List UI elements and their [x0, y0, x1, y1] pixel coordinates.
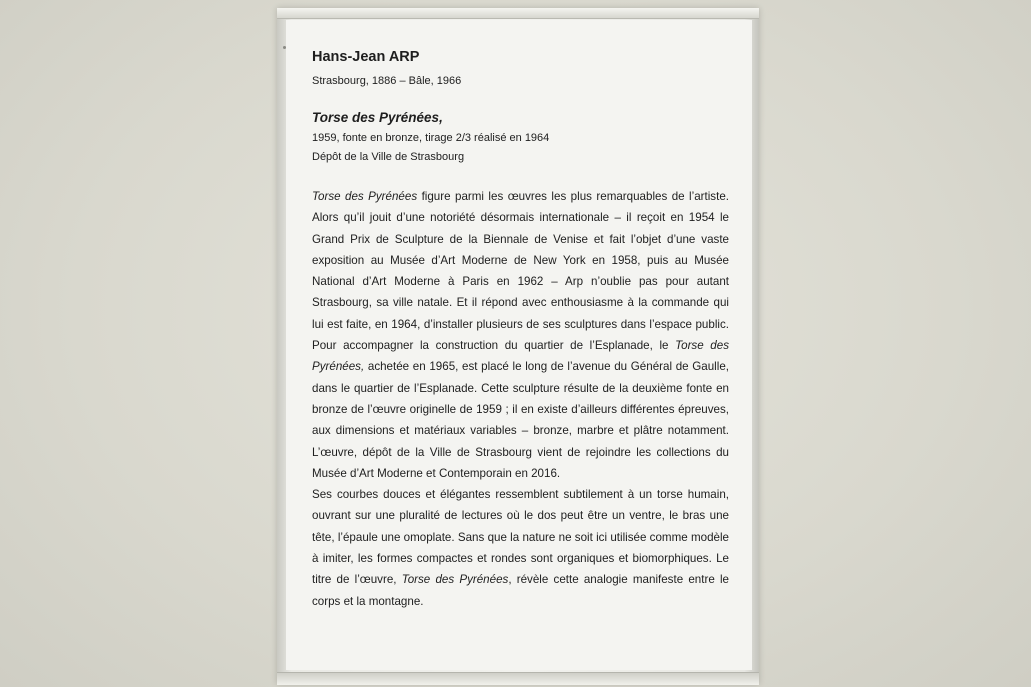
description	[312, 186, 729, 612]
text-run: , révèle cette analogie manifeste entre le corps et la montagne.	[312, 573, 729, 608]
description-paragraph-2	[312, 484, 729, 612]
text-run: figure parmi les œuvres les plus remarquables de l’artiste. Alors qu’il jouit d’une notoriété désormais internationale – il reçoit en 1954 le Grand Prix de Sculpture de la Biennale de Venise et fait l’objet d’une vaste exposition au Musée d’Art Moderne de New York en 1958, puis au Musée National d’Art Moderne à Paris en 1962 – Arp n’oublie pas pour autant Strasbourg, sa ville natale. Et il répond avec enthousiasme à la commande qui lui est faite, en 1964, d’installer plusieurs de ses sculptures dans l’espace public. Pour accompagner la construction du quartier de l’Esplanade, le	[312, 190, 729, 353]
museum-label	[312, 47, 729, 612]
artwork-details: 1959, fonte en bronze, tirage 2/3 réalisé en 1964	[312, 132, 550, 144]
artwork-deposit: Dépôt de la Ville de Strasbourg	[312, 151, 465, 163]
italic-title-run: Torse des Pyrénées	[312, 190, 418, 203]
pin-mark	[283, 46, 286, 49]
artist-life-dates: Strasbourg, 1886 – Bâle, 1966	[312, 75, 462, 87]
holder-top-rail	[277, 8, 759, 19]
holder-bottom-rail	[277, 672, 759, 685]
text-run: Ses courbes douces et élégantes ressemblent subtilement à un torse humain, ouvrant sur une pluralité de lectures où le dos peut être un ventre, le bras une tête, l’épaule une omoplate. Sans que la nature ne soit ici utilisée comme modèle à imiter, les formes compactes et rondes sont organiques et biomorphiques. Le titre de l’œuvre,	[312, 488, 729, 587]
italic-title-run: Torse des Pyrénées	[401, 573, 509, 587]
description-paragraph-1	[312, 186, 729, 484]
text-run: achetée en 1965, est placé le long de l’avenue du Général de Gaulle, dans le quartier de l’Esplanade. Cette sculpture résulte de la deuxième fonte en bronze de l’œuvre originelle de 1959 ; il en existe d’ailleurs différentes épreuves, aux dimensions et matériaux variables – bronze, marbre et plâtre notamment. L’œuvre, dépôt de la Ville de Strasbourg vient de rejoindre les collections du Musée d’Art Moderne et Contemporain en 2016.	[312, 360, 729, 480]
artwork-title: Torse des Pyrénées,	[312, 110, 443, 125]
italic-title-run: Torse des Pyrénées,	[312, 339, 729, 374]
artist-name: Hans-Jean ARP	[312, 49, 420, 65]
